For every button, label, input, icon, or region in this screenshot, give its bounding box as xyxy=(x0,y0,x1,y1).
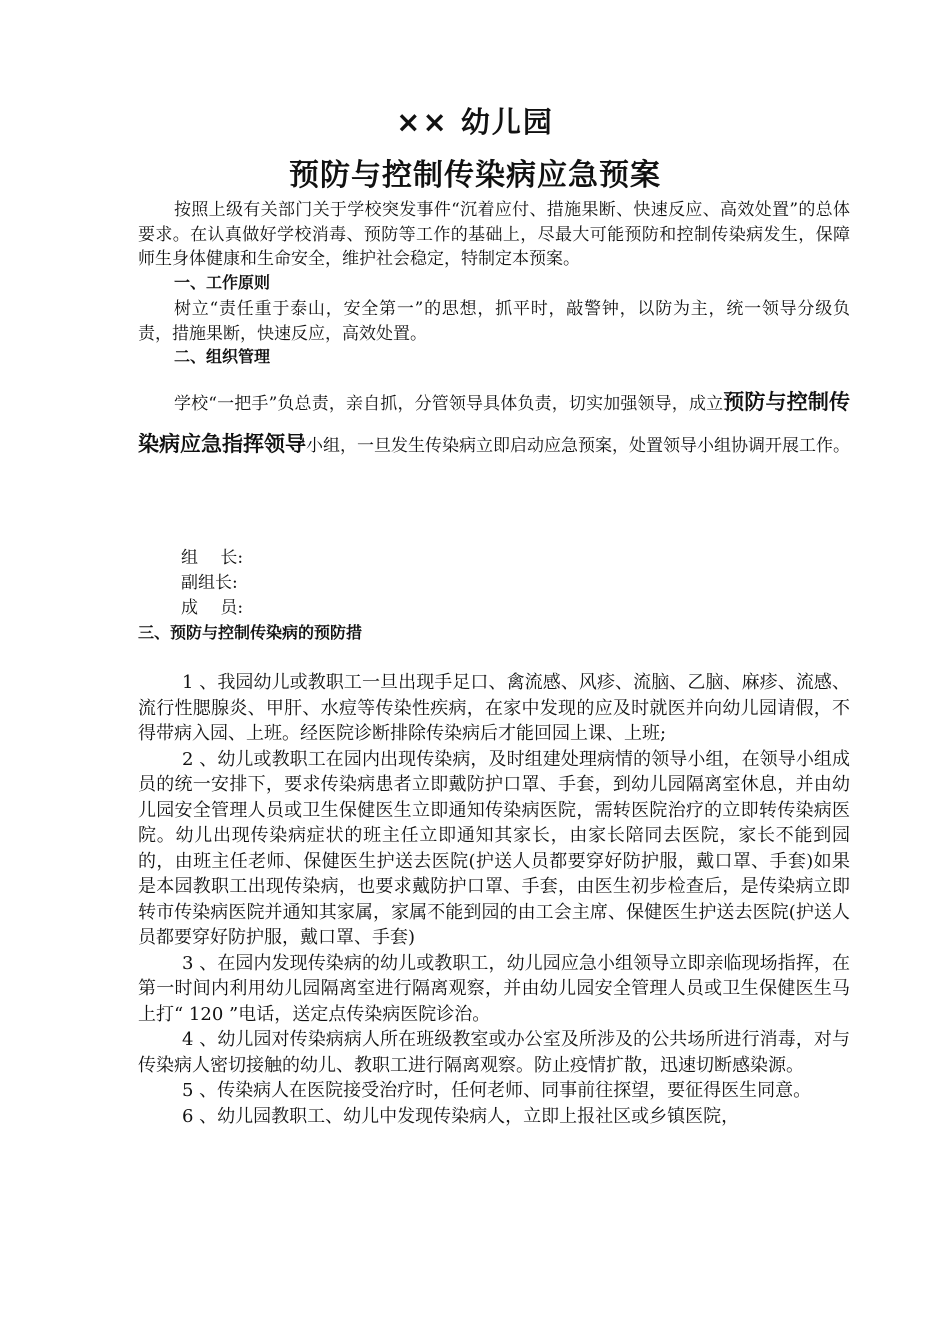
section3-heading: 三、预防与控制传染病的预防措 xyxy=(138,623,363,642)
section2-text-after: 小组，一旦发生传染病立即启动应急预案，处置领导小组协调开展工作。 xyxy=(306,436,850,456)
section2-text-before: 学校“一把手”负总责，亲自抓，分管领导具体负责，切实加强领导，成立 xyxy=(174,394,724,414)
measure-item: 1 、我园幼儿或教职工一旦出现手足口、禽流感、风疹、流脑、乙脑、麻疹、流感、流行性腮腺炎、甲肝、水痘等传染性疾病，在家中发现的应及时就医并向幼儿园请假，不得带病入园、上班。经医院诊断排除传染病后才能回园上课、上班; xyxy=(138,672,850,744)
section2-heading: 二、组织管理 xyxy=(174,347,271,366)
measure-item: 5 、传染病人在医院接受治疗时，任何老师、同事前往探望，要征得医生同意。 xyxy=(182,1080,812,1101)
measure-item: 3 、在园内发现传染病的幼儿或教职工，幼儿园应急小组领导立即亲临现场指挥，在第一时间内利用幼儿园隔离室进行隔离观察，并由幼儿园安全管理人员或卫生保健医生马上打“ 120 ”电话，送定点传染病医院诊治。 xyxy=(138,952,850,1025)
section1-heading: 一、工作原则 xyxy=(174,273,271,292)
document-title-plan: 预防与控制传染病应急预案 xyxy=(289,158,661,193)
section2-bold-text: 预防与控制传染病应急指挥领导 xyxy=(138,390,851,456)
member-members: 成 员: xyxy=(181,598,244,618)
section1-paragraph: 树立“责任重于泰山，安全第一”的思想，抓平时，敲警钟，以防为主，统一领导分级负责，措施果断，快速反应，高效处置。 xyxy=(138,299,850,344)
measure-item: 6 、幼儿园教职工、幼儿中发现传染病人，立即上报社区或乡镇医院， xyxy=(182,1105,740,1127)
measure-item: 2 、幼儿或教职工在园内出现传染病，及时组建处理病情的领导小组，在领导小组成员的统一安排下，要求传染病患者立即戴防护口罩、手套，到幼儿园隔离室休息，并由幼儿园安全管理人员或卫生保健医生立即通知传染病医院，需转医院治疗的立即转传染病医院。幼儿出现传染病症状的班主任立即通知其家长，由家长陪同去医院，家长不能到园的，由班主任老师、保健医生护送去医院(护送人员都要穿好防护服，戴口罩、手套)如果是本园教职工出现传染病，也要求戴防护口罩、手套，由医生初步检查后，是传染病立即转市传染病医院并通知其家属，家属不能到园的由工会主席、保健医生护送去医院(护送人员都要穿好防护服，戴口罩、手套) xyxy=(138,748,850,948)
intro-paragraph: 按照上级有关部门关于学校突发事件“沉着应付、措施果断、快速反应、高效处置”的总体要求。在认真做好学校消毒、预防等工作的基础上，尽最大可能预防和控制传染病发生，保障师生身体健康和生命安全，维护社会稳定，特制定本预案。 xyxy=(138,200,850,269)
measure-item: 4 、幼儿园对传染病病人所在班级教室或办公室及所涉及的公共场所进行消毒，对与传染病人密切接触的幼儿、教职工进行隔离观察。防止疫情扩散，迅速切断感染源。 xyxy=(138,1029,850,1076)
member-deputy-leader: 副组长: xyxy=(181,573,238,593)
measures-list xyxy=(138,670,850,1129)
member-leader: 组 长: xyxy=(181,548,244,568)
section2-paragraph xyxy=(138,382,850,466)
document-title-kindergarten: ×× 幼儿园 xyxy=(396,105,554,139)
